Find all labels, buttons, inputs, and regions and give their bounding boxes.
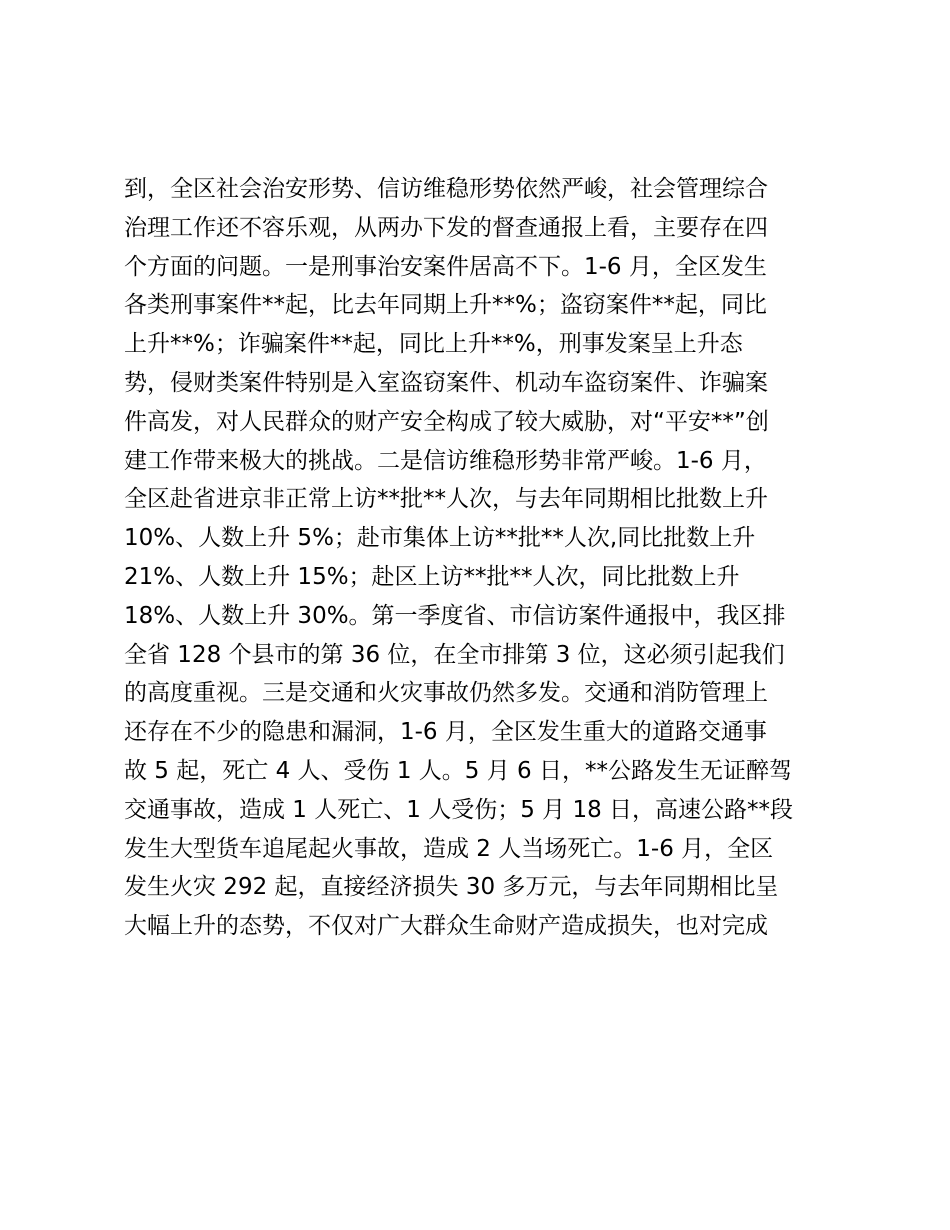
text-line: 全区赴省进京非正常上访**批**人次，与去年同期相比批数上升 xyxy=(124,486,768,513)
text-line: 21%、人数上升 15%；赴区上访**批**人次，同比批数上升 xyxy=(124,563,740,590)
text-line: 件高发，对人民群众的财产安全构成了较大威胁，对“平安**”创 xyxy=(124,408,769,435)
text-line: 个方面的问题。一是刑事治安案件居高不下。1-6 月，全区发生 xyxy=(124,253,767,280)
text-line: 10%、人数上升 5%；赴市集体上访**批**人次,同比批数上升 xyxy=(124,525,756,552)
text-line: 交通事故，造成 1 人死亡、1 人受伤；5 月 18 日，高速公路**段 xyxy=(124,796,794,823)
text-line: 上升**%；诈骗案件**起，同比上升**%，刑事发案呈上升态 xyxy=(124,331,743,358)
text-line: 大幅上升的态势，不仅对广大群众生命财产造成损失，也对完成 xyxy=(124,913,768,940)
text-line: 的高度重视。三是交通和火灾事故仍然多发。交通和消防管理上 xyxy=(124,680,768,707)
text-line: 18%、人数上升 30%。第一季度省、市信访案件通报中，我区排 xyxy=(124,602,786,629)
text-line: 势，侵财类案件特别是入室盗窃案件、机动车盗窃案件、诈骗案 xyxy=(124,369,768,396)
text-line: 故 5 起，死亡 4 人、受伤 1 人。5 月 6 日，**公路发生无证醉驾 xyxy=(124,757,792,784)
text-line: 发生火灾 292 起，直接经济损失 30 多万元，与去年同期相比呈 xyxy=(124,874,779,901)
text-line: 到，全区社会治安形势、信访维稳形势依然严峻，社会管理综合 xyxy=(124,176,768,202)
body-paragraph xyxy=(124,170,844,946)
text-line: 各类刑事案件**起，比去年同期上升**%；盗窃案件**起，同比 xyxy=(124,292,767,319)
text-line: 建工作带来极大的挑战。二是信访维稳形势非常严峻。1-6 月， xyxy=(124,447,767,474)
text-line: 还存在不少的隐患和漏洞，1-6 月，全区发生重大的道路交通事 xyxy=(124,719,767,746)
text-line: 全省 128 个县市的第 36 位，在全市排第 3 位，这必须引起我们 xyxy=(124,641,785,668)
text-line: 治理工作还不容乐观，从两办下发的督查通报上看，主要存在四 xyxy=(124,214,768,241)
text-line: 发生大型货车追尾起火事故，造成 2 人当场死亡。1-6 月，全区 xyxy=(124,835,774,862)
